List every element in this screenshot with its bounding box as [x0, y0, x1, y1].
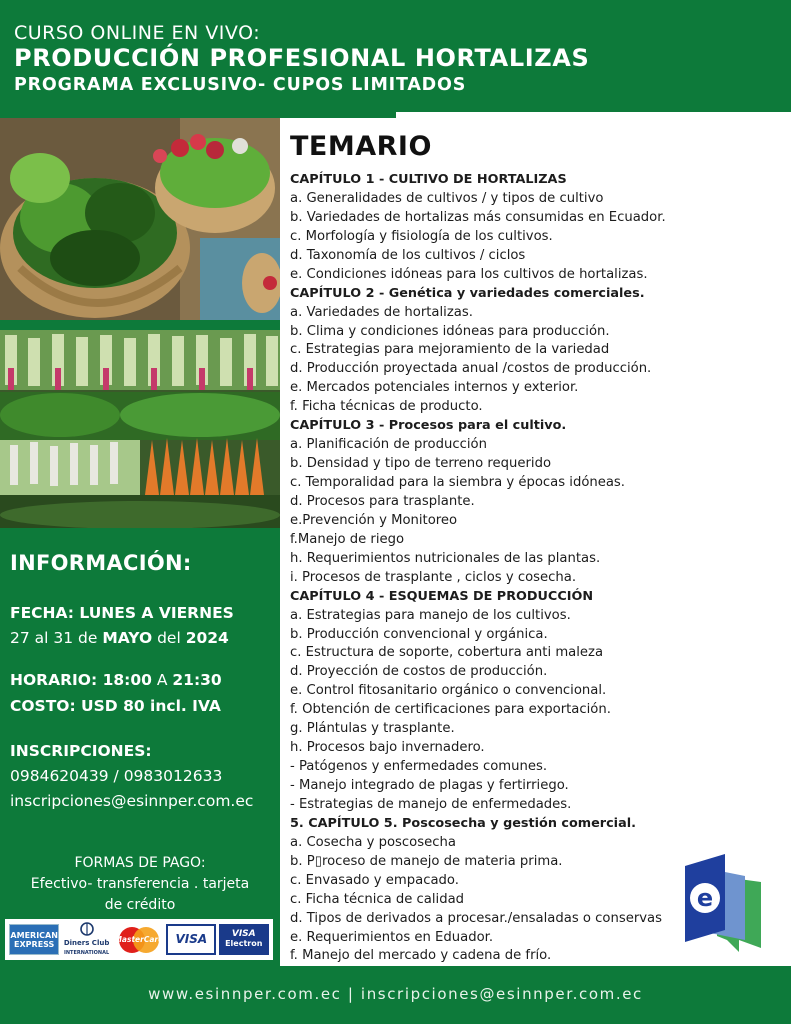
visa-electron-line2: Electron: [225, 939, 263, 948]
hours-separator: A: [151, 671, 173, 689]
schedule-days: FECHA: LUNES A VIERNES: [10, 604, 234, 622]
syllabus-item: d. Tipos de derivados a procesar./ensaladas o conservas: [290, 910, 662, 926]
syllabus-item: - Estrategias de manejo de enfermedades.: [290, 796, 572, 812]
syllabus-item: c. Temporalidad para la siembra y épocas idóneas.: [290, 475, 625, 490]
registration-email: inscripciones@esinnper.com.ec: [10, 792, 254, 810]
syllabus-item: d. Taxonomía de los cultivos / ciclos: [290, 247, 526, 263]
diners-icon: [80, 922, 94, 936]
syllabus-item: e. Condiciones idóneas para los cultivos de hortalizas.: [290, 266, 648, 282]
syllabus-chapter-heading: CAPÍTULO 3 - Procesos para el cultivo.: [290, 418, 567, 434]
syllabus-item: b. Producción convencional y orgánica.: [290, 626, 548, 642]
info-heading: INFORMACIÓN:: [10, 551, 192, 575]
diners-logo-line1: Diners Club: [63, 938, 110, 947]
payment-cards-strip: [5, 919, 273, 960]
course-year: 2024: [185, 629, 229, 647]
payment-methods-heading: FORMAS DE PAGO:: [74, 855, 206, 871]
syllabus-item: - Patógenos y enfermedades comunes.: [290, 759, 548, 775]
hours-start: 18:00: [102, 671, 152, 689]
diners-club-logo: [62, 924, 112, 955]
syllabus-item: a. Planificación de producción: [290, 437, 487, 453]
syllabus-item: h. Procesos bajo invernadero.: [290, 740, 485, 756]
header-banner: [0, 0, 791, 112]
syllabus-chapter-heading: CAPÍTULO 2 - Genética y variedades comerciales.: [290, 285, 645, 301]
syllabus-item: c. Morfología y fisiología de los cultivos.: [290, 228, 553, 244]
vegetable-basket-photo: [0, 118, 280, 320]
amex-logo-line2: EXPRESS: [14, 939, 55, 949]
syllabus-item: a. Generalidades de cultivos / y tipos de cultivo: [290, 190, 604, 206]
registration-heading: INSCRIPCIONES:: [10, 742, 152, 760]
vegetable-market-shelf-photo: [0, 330, 280, 528]
syllabus-item: i. Procesos de trasplante , ciclos y cosecha.: [290, 569, 577, 585]
amex-logo: [9, 924, 59, 955]
syllabus-chapter-heading: CAPÍTULO 1 - CULTIVO DE HORTALIZAS: [290, 172, 567, 187]
syllabus-item: - Manejo integrado de plagas y fertirriego.: [290, 778, 569, 793]
visa-electron-logo: [219, 924, 269, 955]
header-course-title: PRODUCCIÓN PROFESIONAL HORTALIZAS: [14, 44, 590, 72]
syllabus-item: g. Plántulas y trasplante.: [290, 721, 455, 737]
syllabus-item: c. Estructura de soporte, cobertura anti maleza: [290, 645, 604, 661]
course-dates-del: del: [152, 629, 186, 647]
course-month: MAYO: [102, 629, 153, 647]
footer-contact: www.esinnper.com.ec | inscripciones@esinnper.com.ec: [148, 985, 643, 1003]
payment-methods-list: Efectivo- transferencia . tarjeta: [30, 876, 250, 892]
syllabus-item: b. P▯roceso de manejo de materia prima.: [290, 853, 563, 869]
syllabus-item: d. Proyección de costos de producción.: [290, 664, 548, 680]
course-dates-days: 27 al 31 de: [10, 629, 103, 647]
course-dates: [10, 629, 229, 647]
syllabus-item: c. Estrategias para mejoramiento de la variedad: [290, 342, 610, 358]
syllabus-item: f.Manejo de riego: [290, 531, 405, 547]
syllabus-item: f. Obtención de certificaciones para exportación.: [290, 702, 611, 718]
syllabus-chapter-heading: CAPÍTULO 4 - ESQUEMAS DE PRODUCCIÓN: [290, 588, 594, 604]
syllabus-item: b. Densidad y tipo de terreno requerido: [290, 456, 552, 472]
syllabus-item: a. Cosecha y poscosecha: [290, 834, 456, 850]
syllabus-item: b. Clima y condiciones idóneas para producción.: [290, 323, 610, 339]
course-cost: COSTO: USD 80 incl. IVA: [10, 697, 221, 715]
mastercard-logo-text: MasterCard: [114, 935, 164, 944]
visa-logo: [166, 924, 216, 955]
syllabus-item: f. Manejo del mercado y cadena de frío.: [290, 948, 552, 964]
syllabus-item: c. Ficha técnica de calidad: [290, 891, 465, 907]
header-program-tagline: PROGRAMA EXCLUSIVO- CUPOS LIMITADOS: [14, 75, 467, 95]
syllabus-item: f. Ficha técnicas de producto.: [290, 399, 483, 415]
syllabus-item: h. Requerimientos nutricionales de las plantas.: [290, 550, 601, 566]
esinnper-logo-letter: e: [696, 884, 714, 912]
mastercard-logo: [114, 924, 164, 955]
syllabus-chapter-heading: 5. CAPÍTULO 5. Poscosecha y gestión comercial.: [290, 815, 636, 831]
syllabus-item: e. Control fitosanitario orgánico o convencional.: [290, 683, 607, 699]
syllabus-item: c. Envasado y empacado.: [290, 872, 459, 888]
visa-electron-line1: VISA: [231, 929, 256, 939]
syllabus-item: d. Procesos para trasplante.: [290, 493, 475, 509]
syllabus-item: a. Estrategias para manejo de los cultivos.: [290, 607, 571, 623]
payment-methods-credit: de crédito: [104, 897, 176, 913]
syllabus-list: [290, 171, 780, 966]
hours-end: 21:30: [172, 671, 222, 689]
diners-logo-line2: INTERNATIONAL: [64, 949, 110, 956]
syllabus-title: TEMARIO: [290, 131, 432, 162]
hours-label: HORARIO:: [10, 671, 103, 689]
header-course-type: CURSO ONLINE EN VIVO:: [14, 22, 261, 44]
syllabus-item: e. Mercados potenciales internos y exterior.: [290, 380, 579, 396]
esinnper-logo: [683, 854, 763, 958]
syllabus-item: d. Producción proyectada anual /costos de producción.: [290, 361, 652, 377]
syllabus-item: b. Variedades de hortalizas más consumidas en Ecuador.: [290, 209, 666, 225]
registration-phones: 0984620439 / 0983012633: [10, 767, 223, 785]
syllabus-item: e.Prevención y Monitoreo: [290, 512, 458, 528]
syllabus-item: e. Requerimientos en Eduador.: [290, 929, 494, 945]
amex-logo-line1: AMERICAN: [10, 930, 58, 940]
course-hours: [10, 671, 222, 689]
syllabus-item: a. Variedades de hortalizas.: [290, 304, 473, 320]
visa-logo-text: VISA: [175, 932, 208, 946]
esinnper-logo-icon: [683, 854, 763, 958]
